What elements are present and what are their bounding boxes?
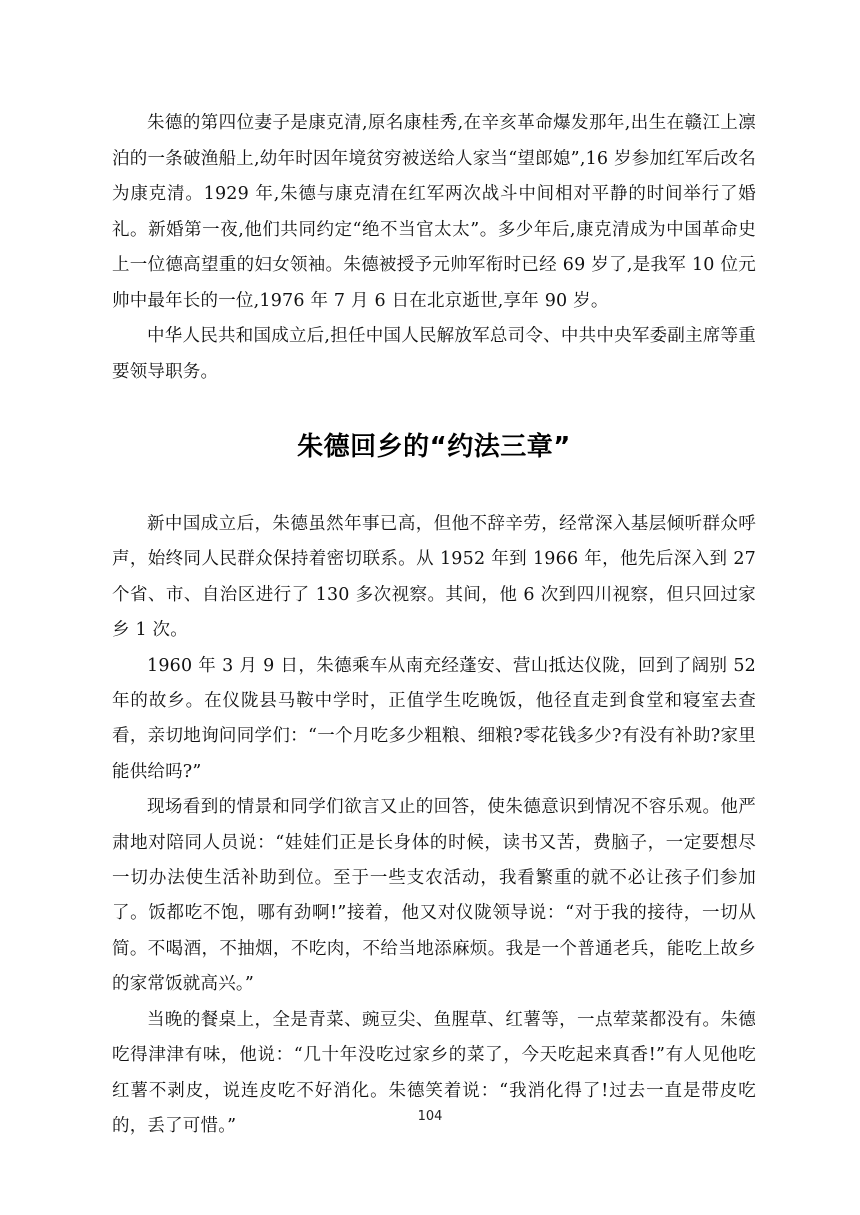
paragraph-instructions: 现场看到的情景和同学们欲言又止的回答，使朱德意识到情况不容乐观。他严肃地对陪同人员说：“娃娃们正是长身体的时候，读书又苦，费脑子，一定要想尽一切办法使生活补助到位。至于一些支农活动，我看繁重的就不必让孩子们参加了。饭都吃不饱，哪有劲啊!”接着，他又对仪陇领导说：“对于我的接待，一切从简。不喝酒，不抽烟，不吃肉，不给当地添麻烦。我是一个普通老兵，能吃上故乡的家常饭就高兴。” [112, 797, 756, 995]
page-number: 104 [417, 1109, 443, 1124]
paragraph-return-home: 1960 年 3 月 9 日，朱德乘车从南充经蓬安、营山抵达仪陇，回到了阔别 52 年的故乡。在仪陇县马鞍中学时，正值学生吃晚饭，他径直走到食堂和寝室去查看，亲切地询问同学们：“一个月吃多少粗粮、细粮?零花钱多少?有没有补助?家里能供给吗?” [112, 655, 756, 782]
paragraph-inspections: 新中国成立后，朱德虽然年事已高，但他不辞辛劳，经常深入基层倾听群众呼声，始终同人民群众保持着密切联系。从 1952 年到 1966 年，他先后深入到 27 个省、市、自治区进行了 130 多次视察。其间，他 6 次到四川视察，但只回过家乡 1 次。 [112, 514, 756, 641]
intro-text-block [112, 106, 756, 390]
paragraph-kang-keqing: 朱德的第四位妻子是康克清,原名康桂秀,在辛亥革命爆发那年,出生在赣江上凛泊的一条破渔船上,幼年时因年境贫穷被送给人家当“望郎媳”,16 岁参加红军后改名为康克清。1929 年,朱德与康克清在红军两次战斗中间相对平静的时间举行了婚礼。新婚第一夜,他们共同约定“绝不当官太太”。多少年后,康克清成为中国革命史上一位德高望重的妇女领袖。朱德被授予元帅军衔时已经 69 岁了,是我军 10 位元帅中最年长的一位,1976 年 7 月 6 日在北京逝世,享年 90 岁。 [112, 113, 756, 311]
paragraph-post-1949-roles: 中华人民共和国成立后,担任中国人民解放军总司令、中共中央军委副主席等重要领导职务。 [112, 326, 756, 382]
section-body [112, 507, 756, 1144]
paragraph-dinner: 当晚的餐桌上，全是青菜、豌豆尖、鱼腥草、红薯等，一点荤菜都没有。朱德吃得津津有味，他说：“几十年没吃过家乡的菜了，今天吃起来真香!”有人见他吃红薯不剥皮，说连皮吃不好消化。朱德笑着说：“我消化得了!过去一直是带皮吃的，丢了可惜。” [112, 1009, 756, 1136]
section-title: 朱德回乡的“约法三章” [297, 432, 571, 462]
